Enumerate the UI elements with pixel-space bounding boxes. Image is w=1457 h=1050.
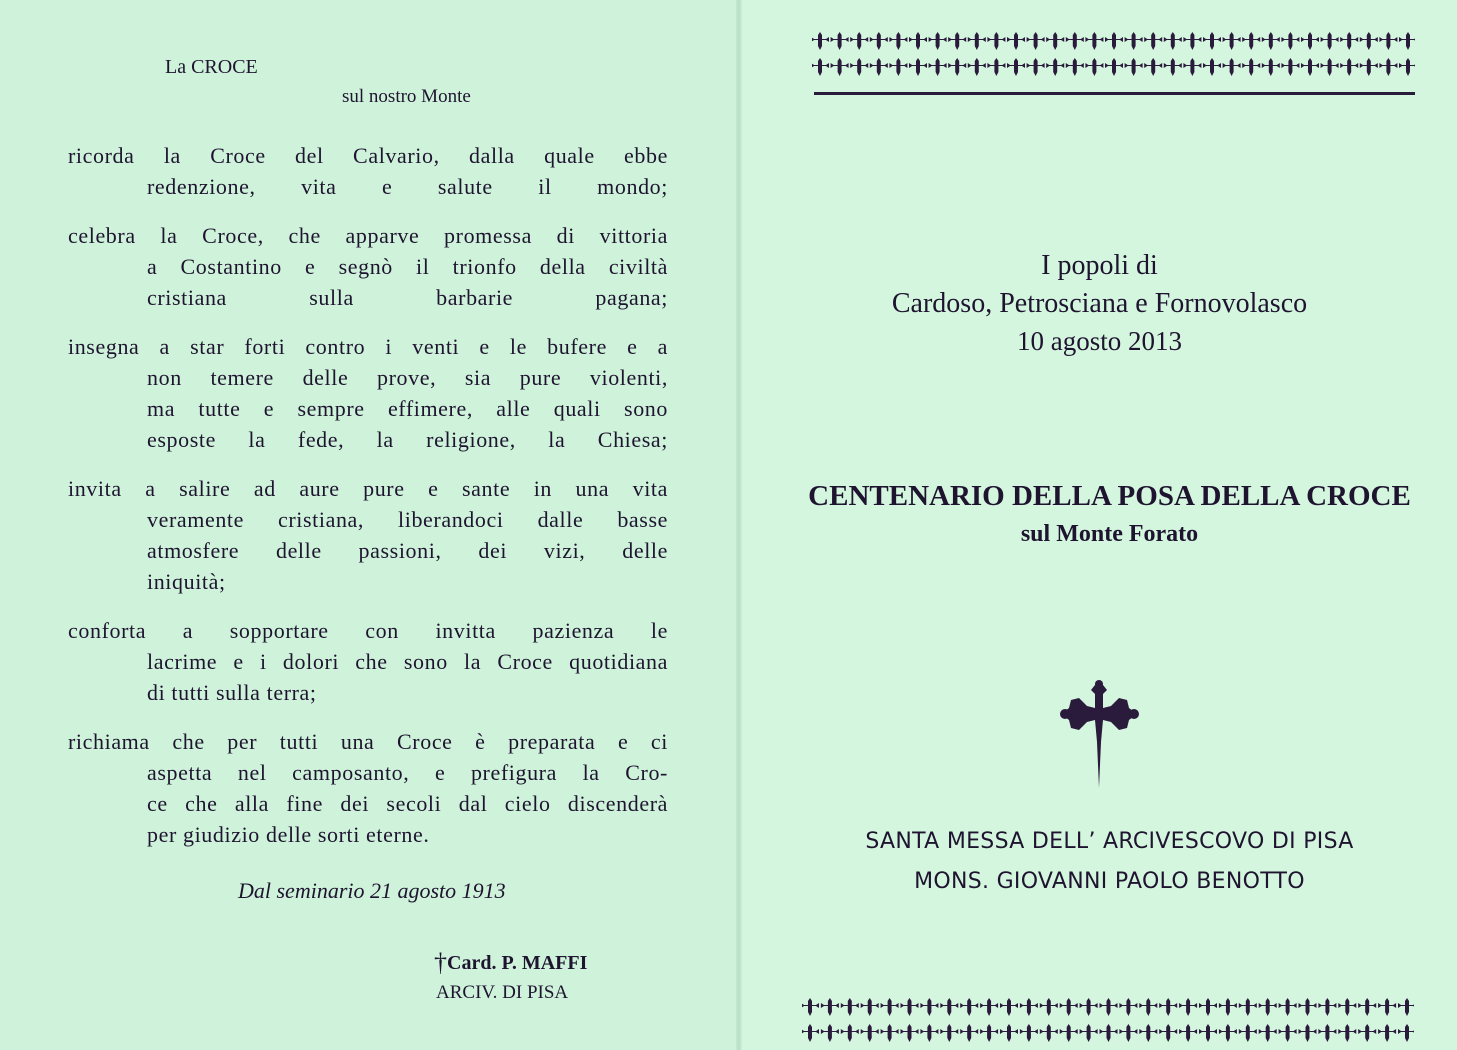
ornament-cross-icon bbox=[1119, 998, 1137, 1016]
ornament-cross-icon bbox=[901, 1024, 919, 1042]
ornament-cross-icon bbox=[968, 32, 986, 50]
verse-line: ce che alla fine dei secoli dal cielo discenderà bbox=[147, 791, 668, 816]
ornament-cross-icon bbox=[1080, 998, 1098, 1016]
ornament-cross-icon bbox=[1318, 998, 1336, 1016]
verse-line: ma tutte e sempre effimere, alle quali sono bbox=[147, 396, 668, 421]
ornament-cross-icon bbox=[980, 998, 998, 1016]
ornament-cross-icon bbox=[1360, 58, 1378, 76]
ornament-cross-icon bbox=[1281, 58, 1299, 76]
ornament-cross-icon bbox=[1321, 32, 1339, 50]
ornament-cross-icon bbox=[1027, 58, 1045, 76]
ornament-cross-icon bbox=[1299, 1024, 1317, 1042]
ornament-cross-icon bbox=[1399, 32, 1415, 50]
ornament-cross-icon bbox=[1340, 58, 1358, 76]
verse-5 bbox=[68, 615, 668, 708]
ornament-cross-icon bbox=[821, 998, 839, 1016]
verse-4 bbox=[68, 473, 668, 597]
ornament-cross-icon bbox=[1183, 58, 1201, 76]
ornament-cross-icon bbox=[1223, 32, 1241, 50]
verse-first-line: conforta a sopportare con invitta pazienza le bbox=[68, 618, 668, 643]
dateline: Dal seminario 21 agosto 1913 bbox=[238, 878, 506, 903]
verse-line: atmosfere delle passioni, dei vizi, delle bbox=[147, 538, 668, 563]
ornament-cross-icon bbox=[1259, 998, 1277, 1016]
ornament-cross-icon bbox=[1279, 1024, 1297, 1042]
ornament-cross-icon bbox=[980, 1024, 998, 1042]
ornament-cross-icon bbox=[1183, 32, 1201, 50]
ornament-cross-icon bbox=[1358, 998, 1376, 1016]
ornament-cross-icon bbox=[1262, 32, 1280, 50]
ornament-cross-icon bbox=[1239, 1024, 1257, 1042]
ornament-cross-icon bbox=[1239, 998, 1257, 1016]
ornament-cross-icon bbox=[1066, 58, 1084, 76]
verse-line: non temere delle prove, sia pure violenti, bbox=[147, 365, 668, 390]
ornament-cross-icon bbox=[1179, 1024, 1197, 1042]
ornament-cross-icon bbox=[1279, 998, 1297, 1016]
ornament-cross-icon bbox=[948, 58, 966, 76]
ornament-cross-icon bbox=[1060, 998, 1078, 1016]
centenary-subtitle: sul Monte Forato bbox=[1020, 521, 1199, 547]
ornament-cross-icon bbox=[1242, 58, 1260, 76]
ornament-cross-icon bbox=[1338, 1024, 1356, 1042]
ornament-cross-icon bbox=[1262, 58, 1280, 76]
ornament-cross-icon bbox=[920, 1024, 938, 1042]
verse-1 bbox=[68, 140, 668, 202]
ornament-cross-icon bbox=[889, 32, 907, 50]
ornament-cross-icon bbox=[1000, 998, 1018, 1016]
cross-icon: † bbox=[434, 948, 447, 977]
ornament-cross-icon bbox=[1199, 1024, 1217, 1042]
ornament-cross-icon bbox=[929, 58, 947, 76]
ornament-cross-icon bbox=[1379, 58, 1397, 76]
verse-line: per giudizio delle sorti eterne. bbox=[147, 822, 430, 847]
ornament-cross-icon bbox=[1159, 998, 1177, 1016]
ornament-cross-icon bbox=[831, 58, 849, 76]
ornament-cross-icon bbox=[841, 998, 859, 1016]
villages-line: Cardoso, Petrosciana e Fornovolasco bbox=[891, 288, 1308, 319]
ornament-cross-icon bbox=[1125, 58, 1143, 76]
ornament-cross-icon bbox=[1203, 58, 1221, 76]
ornament-cross-icon bbox=[1164, 32, 1182, 50]
ornament-cross-icon bbox=[1340, 32, 1358, 50]
ornament-cross-icon bbox=[1242, 32, 1260, 50]
ornament-cross-icon bbox=[1139, 1024, 1157, 1042]
ornament-cross-icon bbox=[1066, 32, 1084, 50]
ornament-cross-icon bbox=[861, 998, 879, 1016]
ornament-cross-icon bbox=[861, 1024, 879, 1042]
verse-3 bbox=[68, 331, 668, 455]
verse-first-line: celebra la Croce, che apparve promessa di vittoria bbox=[68, 223, 668, 248]
ornament-cross-icon bbox=[889, 58, 907, 76]
ornament-cross-icon bbox=[1085, 32, 1103, 50]
ornament-cross-icon bbox=[831, 32, 849, 50]
ornament-cross-icon bbox=[1080, 1024, 1098, 1042]
ornament-cross-icon bbox=[802, 1024, 819, 1042]
ornament-cross-icon bbox=[987, 32, 1005, 50]
left-title: La CROCE bbox=[165, 56, 258, 78]
ornament-cross-icon bbox=[1100, 1024, 1118, 1042]
verse-first-line: insegna a star forti contro i venti e le bufere e a bbox=[68, 334, 668, 359]
ornament-cross-icon bbox=[1399, 58, 1415, 76]
ornament-cross-icon bbox=[1085, 58, 1103, 76]
ornament-cross-icon bbox=[1299, 998, 1317, 1016]
signature-title: ARCIV. DI PISA bbox=[436, 982, 569, 1003]
ornament-cross-icon bbox=[1219, 998, 1237, 1016]
ornament-cross-icon bbox=[1378, 1024, 1396, 1042]
event-date: 10 agosto 2013 bbox=[1017, 326, 1182, 356]
ornament-cross-icon bbox=[987, 58, 1005, 76]
ornament-cross-icon bbox=[1360, 32, 1378, 50]
ornament-cross-icon bbox=[1046, 32, 1064, 50]
ornament-cross-icon bbox=[1000, 1024, 1018, 1042]
verse-6 bbox=[68, 726, 668, 850]
ornament-cross-icon bbox=[821, 1024, 839, 1042]
verse-line: esposte la fede, la religione, la Chiesa; bbox=[147, 427, 668, 452]
ornament-cross-icon bbox=[1219, 1024, 1237, 1042]
ornament-cross-icon bbox=[1040, 998, 1058, 1016]
ornament-cross-icon bbox=[812, 32, 829, 50]
ornament-cross-icon bbox=[1301, 32, 1319, 50]
ornament-cross-icon bbox=[1379, 32, 1397, 50]
ornament-cross-icon bbox=[1358, 1024, 1376, 1042]
ornament-cross-icon bbox=[929, 32, 947, 50]
ornament-cross-icon bbox=[1007, 32, 1025, 50]
verse-line: cristiana sulla barbarie pagana; bbox=[147, 285, 668, 310]
verses bbox=[68, 140, 668, 868]
ornament-cross-icon bbox=[802, 998, 819, 1016]
signature bbox=[434, 948, 587, 978]
ornament-cross-icon bbox=[968, 58, 986, 76]
ornament-rule bbox=[814, 92, 1415, 95]
ornament-cross-icon bbox=[1040, 1024, 1058, 1042]
ornament-cross-icon bbox=[1020, 1024, 1038, 1042]
ornament-cross-icon bbox=[1281, 32, 1299, 50]
verse-line: redenzione, vita e salute il mondo; bbox=[147, 174, 668, 199]
ornament-cross-icon bbox=[1144, 58, 1162, 76]
verse-line: iniquità; bbox=[147, 569, 226, 594]
ornament-cross-icon bbox=[901, 998, 919, 1016]
ornament-cross-icon bbox=[881, 998, 899, 1016]
ornament-cross-icon bbox=[1179, 998, 1197, 1016]
verse-line: veramente cristiana, liberandoci dalle basse bbox=[147, 507, 668, 532]
verse-line: di tutti sulla terra; bbox=[147, 680, 317, 705]
verse-line: a Costantino e segnò il trionfo della civiltà bbox=[147, 254, 668, 279]
right-page bbox=[742, 0, 1457, 1050]
ornament-cross-icon bbox=[1105, 32, 1123, 50]
mass-line: SANTA MESSA DELL’ ARCIVESCOVO DI PISA bbox=[865, 829, 1354, 854]
ornament-cross-icon bbox=[1020, 998, 1038, 1016]
ornament-cross-icon bbox=[1164, 58, 1182, 76]
verse-2 bbox=[68, 220, 668, 313]
ornament-cross-icon bbox=[1144, 32, 1162, 50]
ornament-cross-icon bbox=[1223, 58, 1241, 76]
ornament-cross-icon bbox=[870, 32, 888, 50]
ornament-cross-icon bbox=[1398, 1024, 1414, 1042]
ornament-cross-icon bbox=[909, 58, 927, 76]
ornament-cross-icon bbox=[940, 1024, 958, 1042]
ornament-cross-icon bbox=[1338, 998, 1356, 1016]
ornament-cross-icon bbox=[850, 58, 868, 76]
ornament-cross-icon bbox=[1321, 58, 1339, 76]
verse-first-line: ricorda la Croce del Calvario, dalla quale ebbe bbox=[68, 143, 668, 168]
verse-first-line: invita a salire ad aure pure e sante in una vita bbox=[68, 476, 668, 501]
ornament-cross-icon bbox=[881, 1024, 899, 1042]
celebrant-line: MONS. GIOVANNI PAOLO BENOTTO bbox=[914, 869, 1305, 894]
ornament-cross-icon bbox=[1301, 58, 1319, 76]
ornament-cross-icon bbox=[960, 1024, 978, 1042]
ornament-cross-icon bbox=[850, 32, 868, 50]
ornament-border-top bbox=[812, 30, 1415, 86]
ornament-cross-icon bbox=[1119, 1024, 1137, 1042]
ornament-cross-icon bbox=[1378, 998, 1396, 1016]
ornament-cross-icon bbox=[1203, 32, 1221, 50]
ornament-cross-icon bbox=[812, 58, 829, 76]
verse-line: aspetta nel camposanto, e prefigura la Cro- bbox=[147, 760, 668, 785]
verse-line: lacrime e i dolori che sono la Croce quotidiana bbox=[147, 649, 668, 674]
ornament-cross-icon bbox=[1007, 58, 1025, 76]
left-subtitle: sul nostro Monte bbox=[342, 86, 471, 107]
centenary-title: CENTENARIO DELLA POSA DELLA CROCE bbox=[808, 480, 1411, 512]
ornament-cross-icon bbox=[948, 32, 966, 50]
ornament-cross-icon bbox=[960, 998, 978, 1016]
cross-of-saint-james-icon bbox=[1057, 680, 1142, 792]
ornament-cross-icon bbox=[870, 58, 888, 76]
ornament-cross-icon bbox=[940, 998, 958, 1016]
ornament-cross-icon bbox=[1199, 998, 1217, 1016]
ornament-cross-icon bbox=[1060, 1024, 1078, 1042]
ornament-border-bottom bbox=[802, 996, 1414, 1050]
ornament-cross-icon bbox=[1139, 998, 1157, 1016]
ornament-cross-icon bbox=[909, 32, 927, 50]
ornament-cross-icon bbox=[1318, 1024, 1336, 1042]
ornament-cross-icon bbox=[1398, 998, 1414, 1016]
verse-first-line: richiama che per tutti una Croce è preparata e ci bbox=[68, 729, 668, 754]
signature-name: Card. P. MAFFI bbox=[447, 952, 588, 974]
ornament-cross-icon bbox=[1259, 1024, 1277, 1042]
ornament-cross-icon bbox=[920, 998, 938, 1016]
ornament-cross-icon bbox=[1105, 58, 1123, 76]
ornament-cross-icon bbox=[1046, 58, 1064, 76]
ornament-cross-icon bbox=[841, 1024, 859, 1042]
ornament-cross-icon bbox=[1125, 32, 1143, 50]
peoples-heading: I popoli di bbox=[1041, 250, 1158, 281]
ornament-cross-icon bbox=[1027, 32, 1045, 50]
ornament-cross-icon bbox=[1159, 1024, 1177, 1042]
ornament-cross-icon bbox=[1100, 998, 1118, 1016]
